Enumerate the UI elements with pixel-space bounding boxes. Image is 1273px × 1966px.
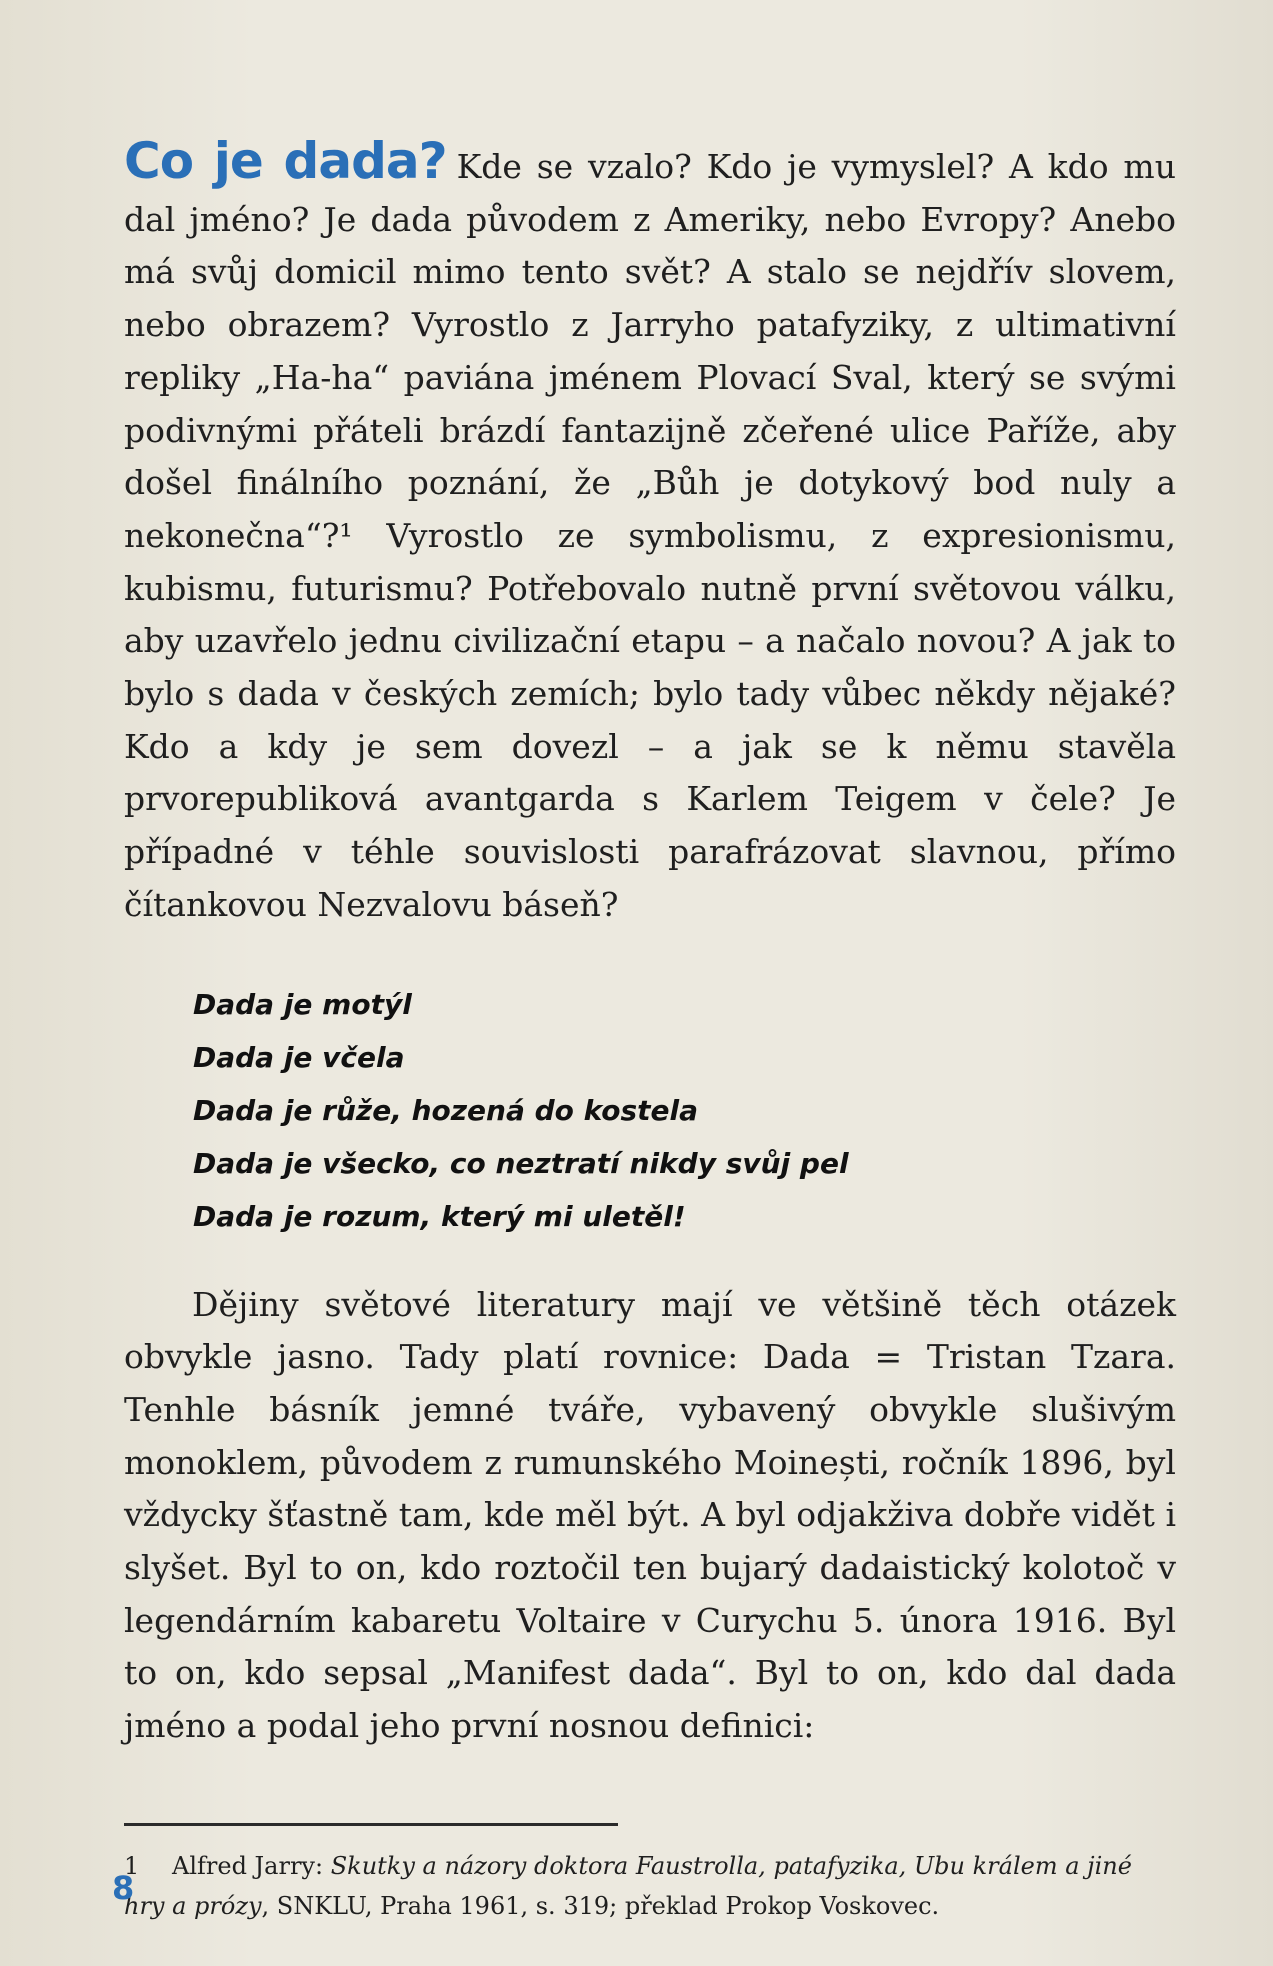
intro-text: Kde se vzalo? Kdo je vymyslel? A kdo mu dal jméno? Je dada původem z Ameriky, nebo Evropy? Anebo má svůj domicil mimo tento svět? A stalo se nejdřív slovem, nebo obrazem? Vyrostlo z Jarryho patafyziky, z ultimativní repliky „Ha-ha“ paviána jménem Plovací Sval, který se svými podivnými přáteli brázdí fantazijně zčeřené ulice Paříže, aby došel finálního poznání, že „Bůh je dotykový bod nuly a nekonečna“?¹ Vyrostlo ze symbolismu, z expresionismu, kubismu, futurismu? Potřebovalo nutně první světovou válku, aby uzavřelo jednu civilizační etapu – a načalo novou? A jak to bylo s dada v českých zemích; bylo tady vůbec někdy nějaké? Kdo a kdy je sem dovezl – a jak se k němu stavěla prvorepubliková avantgarda s Karlem Teigem v čele? Je případné v téhle souvislosti parafrázovat slavnou, přímo čítankovou Nezvalovu báseň? bbox=[124, 147, 1176, 924]
poem-line: Dada je všecko, co neztratí nikdy svůj pel bbox=[193, 1146, 849, 1180]
footnote-author: Alfred Jarry: bbox=[172, 1851, 331, 1880]
page-content bbox=[124, 132, 1176, 1926]
footnote-title: Skutky a názory doktora Faustrolla, patafyzika, Ubu králem a jiné hry a prózy bbox=[124, 1851, 1132, 1920]
poem-line: Dada je motýl bbox=[193, 987, 412, 1021]
footnote-number: 1 bbox=[124, 1851, 140, 1880]
chapter-headline: Co je dada? bbox=[124, 132, 447, 190]
poem-line: Dada je rozum, který mi uletěl! bbox=[193, 1199, 686, 1233]
poem-line: Dada je včela bbox=[193, 1040, 405, 1074]
footnote bbox=[124, 1846, 1176, 1926]
footnote-divider bbox=[124, 1823, 618, 1826]
footnote-rest: , SNKLU, Praha 1961, s. 319; překlad Prokop Voskovec. bbox=[261, 1891, 940, 1920]
page-number: 8 bbox=[112, 1869, 135, 1907]
body-paragraph: Dějiny světové literatury mají ve většině těch otázek obvykle jasno. Tady platí rovnice: Dada = Tristan Tzara. Tenhle básník jemné tváře, vybavený obvykle slušivým monoklem, původem z rumunského Moinești, ročník 1896, byl vždycky šťastně tam, kde měl být. A byl odjakživa dobře vidět i slyšet. Byl to on, kdo roztočil ten bujarý dadaistický kolotoč v legendárním kabaretu Voltaire v Curychu 5. února 1916. Byl to on, kdo sepsal „Manifest dada“. Byl to on, kdo dal dada jméno a podal jeho první nosnou definici: bbox=[124, 1284, 1176, 1746]
intro-paragraph bbox=[124, 132, 1176, 932]
poem-line: Dada je růže, hozená do kostela bbox=[193, 1093, 699, 1127]
poem bbox=[193, 978, 1176, 1243]
